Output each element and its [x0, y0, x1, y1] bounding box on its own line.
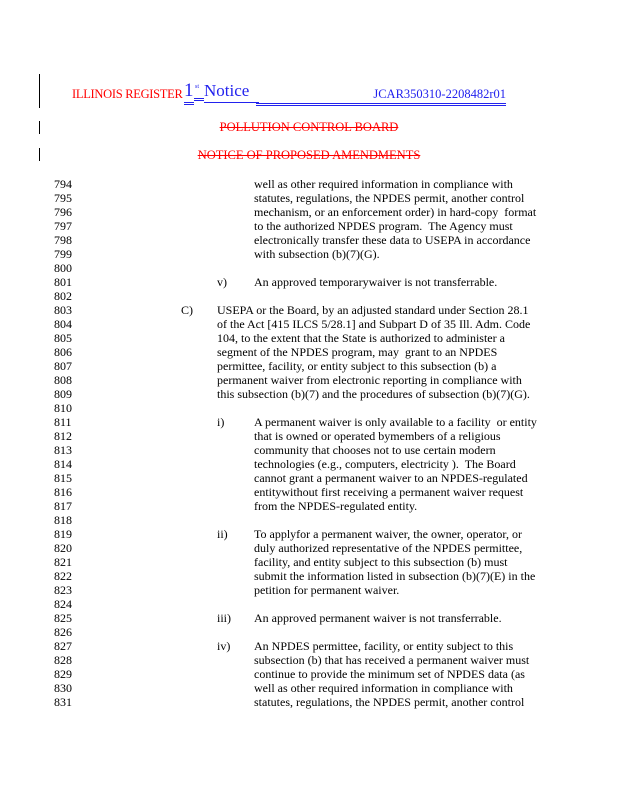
- subsection-label: i): [217, 415, 225, 429]
- line-text: To applyfor a permanent waiver, the owner, operator, or: [254, 527, 522, 541]
- line-number: 821: [54, 555, 72, 569]
- line-text: technologies (e.g., computers, electricity ). The Board: [254, 457, 516, 471]
- line-text: An NPDES permittee, facility, or entity subject to this: [254, 639, 514, 653]
- line-text: that is owned or operated bymembers of a religious: [254, 429, 501, 443]
- line-number: 799: [54, 247, 72, 261]
- line-number: 824: [54, 597, 72, 611]
- subsection-label: iii): [217, 611, 231, 625]
- notice-label: Notice: [204, 81, 250, 100]
- underline: [184, 102, 194, 105]
- line-number: 801: [54, 275, 72, 289]
- line-text: with subsection (b)(7)(G).: [254, 247, 380, 261]
- line-number: 831: [54, 695, 72, 709]
- line-number: 820: [54, 541, 72, 555]
- line-number: 819: [54, 527, 72, 541]
- underline: [194, 98, 204, 101]
- line-text: permittee, facility, or entity subject to this subsection (b) a: [217, 359, 497, 373]
- change-bar: [39, 74, 40, 108]
- line-number: 829: [54, 667, 72, 681]
- line-text: well as other required information in compliance with: [254, 681, 513, 695]
- line-text: duly authorized representative of the NPDES permittee,: [254, 541, 523, 555]
- notice-title: NOTICE OF PROPOSED AMENDMENTS: [197, 148, 421, 162]
- line-text: A permanent waiver is only available to a facility or entity: [254, 415, 537, 429]
- line-number: 797: [54, 219, 72, 233]
- line-number: 803: [54, 303, 72, 317]
- line-text: statutes, regulations, the NPDES permit, another control: [254, 695, 525, 709]
- line-text: cannot grant a permanent waiver to an NPDES-regulated: [254, 471, 528, 485]
- line-number: 825: [54, 611, 72, 625]
- line-text: of the Act [415 ILCS 5/28.1] and Subpart D of 35 Ill. Adm. Code: [217, 317, 531, 331]
- line-number: 798: [54, 233, 72, 247]
- register-name: ILLINOIS REGISTER: [72, 87, 183, 101]
- agency-title: POLLUTION CONTROL BOARD: [219, 120, 399, 134]
- line-number: 795: [54, 191, 72, 205]
- line-text: electronically transfer these data to USEPA in accordance: [254, 233, 531, 247]
- line-number: 813: [54, 443, 72, 457]
- line-number: 818: [54, 513, 72, 527]
- line-text: statutes, regulations, the NPDES permit, another control: [254, 191, 525, 205]
- subsection-label: v): [217, 275, 227, 289]
- line-text: 104, to the extent that the State is authorized to administer a: [217, 331, 505, 345]
- line-number: 810: [54, 401, 72, 415]
- line-number: 808: [54, 373, 72, 387]
- line-number: 804: [54, 317, 72, 331]
- line-text: facility, and entity subject to this subsection (b) must: [254, 555, 508, 569]
- line-text: An approved permanent waiver is not transferrable.: [254, 611, 502, 625]
- line-text: mechanism, or an enforcement order) in hard-copy format: [254, 205, 537, 219]
- line-number: 816: [54, 485, 72, 499]
- line-text: An approved temporarywaiver is not transferrable.: [254, 275, 498, 289]
- line-text: entitywithout first receiving a permanent waiver request: [254, 485, 524, 499]
- subsection-label: ii): [217, 527, 228, 541]
- line-text: petition for permanent waiver.: [254, 583, 400, 597]
- underline: [204, 102, 259, 103]
- line-text: well as other required information in compliance with: [254, 177, 513, 191]
- line-number: 794: [54, 177, 72, 191]
- line-number: 822: [54, 569, 72, 583]
- line-text: subsection (b) that has received a permanent waiver must: [254, 653, 530, 667]
- line-number: 807: [54, 359, 72, 373]
- line-number: 796: [54, 205, 72, 219]
- line-number: 811: [54, 415, 72, 429]
- line-number: 806: [54, 345, 72, 359]
- line-number: 827: [54, 639, 72, 653]
- line-number: 812: [54, 429, 72, 443]
- line-number: 817: [54, 499, 72, 513]
- line-number: 800: [54, 261, 72, 275]
- line-text: permanent waiver from electronic reporting in compliance with: [217, 373, 522, 387]
- line-number: 830: [54, 681, 72, 695]
- line-text: from the NPDES-regulated entity.: [254, 499, 418, 513]
- subsection-label: iv): [217, 639, 231, 653]
- line-text: community that chooses not to use certain modern: [254, 443, 496, 457]
- subsection-label: C): [181, 303, 193, 317]
- line-number: 814: [54, 457, 72, 471]
- line-number: 823: [54, 583, 72, 597]
- line-text: submit the information listed in subsection (b)(7)(E) in the: [254, 569, 536, 583]
- line-number: 805: [54, 331, 72, 345]
- line-number: 815: [54, 471, 72, 485]
- line-text: to the authorized NPDES program. The Agency must: [254, 219, 513, 233]
- line-number: 809: [54, 387, 72, 401]
- line-number: 828: [54, 653, 72, 667]
- issue-number: 1: [184, 80, 194, 101]
- line-text: this subsection (b)(7) and the procedures of subsection (b)(7)(G).: [217, 387, 530, 401]
- document-id: JCAR350310-2208482r01: [256, 87, 506, 106]
- line-number: 826: [54, 625, 72, 639]
- line-number: 802: [54, 289, 72, 303]
- line-text: segment of the NPDES program, may grant to an NPDES: [217, 345, 498, 359]
- issue-suffix: st: [195, 84, 200, 90]
- line-text: continue to provide the minimum set of NPDES data (as: [254, 667, 525, 681]
- line-text: USEPA or the Board, by an adjusted standard under Section 28.1: [217, 303, 529, 317]
